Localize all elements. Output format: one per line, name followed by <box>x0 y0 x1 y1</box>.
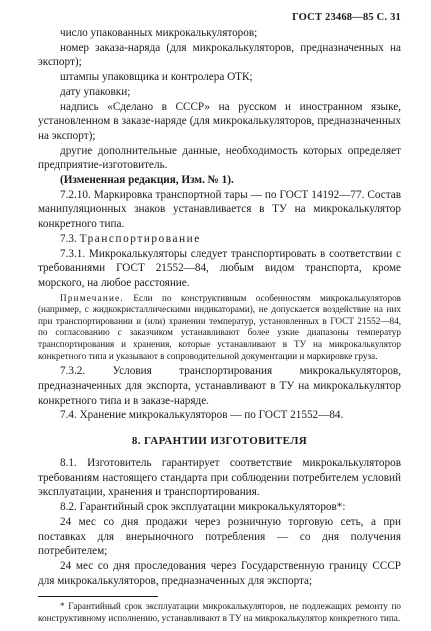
heading-7-3-number: 7.3. <box>60 232 77 245</box>
paragraph-8-1: 8.1. Изготовитель гарантирует соответствие микрокалькуляторов требованиям настоящего стандарта при соблюдении потребителем условий эксплуатации, хранения и транспортирования. <box>38 457 401 499</box>
list-line-4: дату упаковки; <box>60 85 131 98</box>
paragraph-7-2-10: 7.2.10. Маркировка транспортной тары — по ГОСТ 14192—77. Состав манипуляционных знаков устанавливается в ТУ на микрокалькулятор конкретного типа. <box>38 188 401 231</box>
paragraph-24-months-retail: 24 мес со дня продажи через розничную торговую сеть, а при поставках для внерыночного потребления — со дня получения потребителем; <box>38 515 401 558</box>
section-8-title: 8. ГАРАНТИИ ИЗГОТОВИТЕЛЯ <box>131 435 308 448</box>
note-block <box>38 293 401 363</box>
paragraph-24-months-export: 24 мес со дня проследования через Государственную границу СССР для микрокалькуляторов, предназначенных для экспорта; <box>38 559 401 587</box>
paragraph-7-3-1: 7.3.1. Микрокалькуляторы следует транспортировать в соответствии с требованиями ГОСТ 21552—84, любым видом транспорта, кроме морского, на любое расстояние. <box>38 247 401 289</box>
paragraph-7-4: 7.4. Хранение микрокалькуляторов — по ГОСТ 21552—84. <box>60 409 344 422</box>
list-line-3: штампы упаковщика и контролера ОТК; <box>60 71 253 84</box>
heading-7-3-text: Транспортирование <box>79 232 201 245</box>
note-text: Если по конструктивным особенностям микрокалькуляторов (например, с жидкокристаллическими индикаторами), не допускается воздействие на них при транспортировании и (или) хранении температур, установленных в ГОСТ 21552—84, по согласованию с заказчиком устанавливают более узкие диапазоны температур транспортирования и хранения, которые устанавливают в ТУ на микрокалькулятор конкретного типа и указывают в сопроводительной документации и маркировке груза. <box>38 292 402 361</box>
paragraph-7-3-2: 7.3.2. Условия транспортирования микрокалькуляторов, предназначенных для экспорта, устанавливают в ТУ на микрокалькулятор конкретного типа и в заказе-наряде. <box>38 365 401 407</box>
page-header: ГОСТ 23468—85 С. 31 <box>292 12 401 23</box>
list-line-2: номер заказа-наряда (для микрокалькуляторов, предназначенных на экспорт); <box>38 41 401 69</box>
paragraph-8-2: 8.2. Гарантийный срок эксплуатации микрокалькуляторов*: <box>60 501 346 514</box>
list-line-6: другие дополнительные данные, необходимость которых определяет предприятие-изготовитель. <box>38 144 401 172</box>
list-line-1: число упакованных микрокалькуляторов; <box>60 27 258 39</box>
note-label: Примечание. <box>60 292 124 303</box>
list-line-5: надпись «Сделано в СССР» на русском и иностранном языке, установленном в заказе-наряде (для микрокалькуляторов, предназначенных на экспорт); <box>38 100 401 142</box>
edition-note: (Измененная редакция, Изм. № 1). <box>60 174 234 187</box>
footnote-divider <box>38 596 158 597</box>
heading-7-3 <box>38 232 401 247</box>
footnote: * Гарантийный срок эксплуатации микрокалькуляторов, не подлежащих ремонту по конструктивному исполнению, устанавливают в ТУ на микрокалькулятор конкретного типа. <box>38 601 401 623</box>
